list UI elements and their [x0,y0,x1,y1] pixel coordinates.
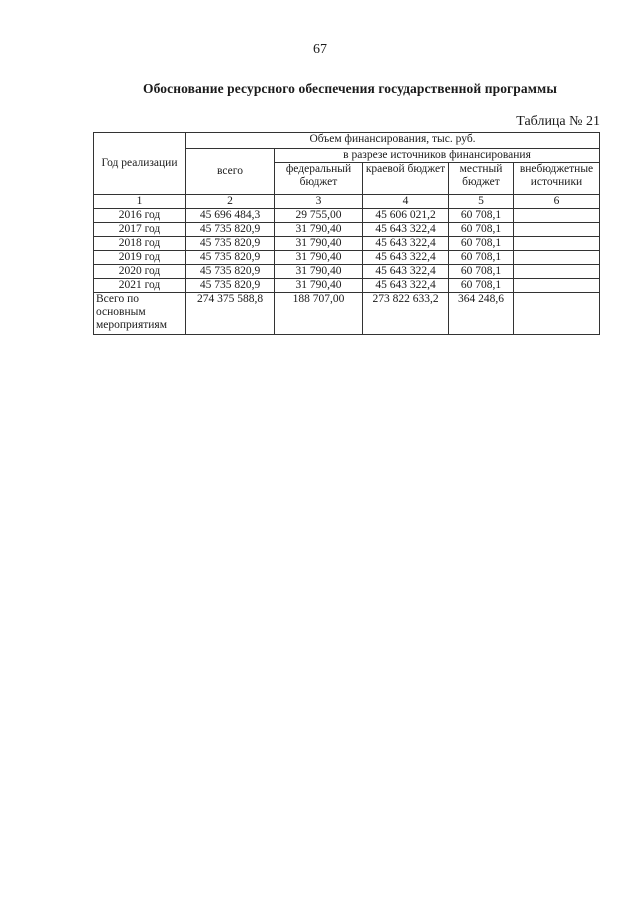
header-funding-group: Объем финансирования, тыс. руб. [186,133,600,149]
cell-total: 45 735 820,9 [186,223,275,237]
column-number-row [94,195,600,209]
total-local: 364 248,6 [449,293,514,335]
cell-total: 45 696 484,3 [186,209,275,223]
header-federal: федеральный бюджет [275,163,363,195]
cell-federal: 31 790,40 [275,223,363,237]
cell-federal: 29 755,00 [275,209,363,223]
table-row [94,237,600,251]
cell-regional: 45 643 322,4 [363,237,449,251]
cell-regional: 45 643 322,4 [363,251,449,265]
table-row [94,279,600,293]
cell-federal: 31 790,40 [275,279,363,293]
cell-local: 60 708,1 [449,209,514,223]
cell-total: 45 735 820,9 [186,265,275,279]
cell-federal: 31 790,40 [275,251,363,265]
column-number: 6 [514,195,600,209]
header-row-1 [94,133,600,149]
total-label: Всего по основным мероприятиям [94,293,186,335]
table-row [94,223,600,237]
cell-offbudget [514,223,600,237]
header-local: местный бюджет [449,163,514,195]
total-sum: 274 375 588,8 [186,293,275,335]
cell-year: 2016 год [94,209,186,223]
header-total: всего [186,149,275,195]
cell-offbudget [514,279,600,293]
section-heading: Обоснование ресурсного обеспечения государственной программы [143,81,557,96]
funding-table [93,132,600,335]
cell-federal: 31 790,40 [275,265,363,279]
total-federal: 188 707,00 [275,293,363,335]
cell-federal: 31 790,40 [275,237,363,251]
cell-year: 2018 год [94,237,186,251]
cell-year: 2017 год [94,223,186,237]
header-offbudget: внебюджетные источники [514,163,600,195]
cell-regional: 45 643 322,4 [363,279,449,293]
total-offbudget [514,293,600,335]
cell-regional: 45 606 021,2 [363,209,449,223]
column-number: 3 [275,195,363,209]
cell-total: 45 735 820,9 [186,279,275,293]
table-row [94,265,600,279]
cell-offbudget [514,237,600,251]
column-number: 4 [363,195,449,209]
total-row [94,293,600,335]
total-regional: 273 822 633,2 [363,293,449,335]
header-sources-group: в разрезе источников финансирования [275,149,600,163]
cell-regional: 45 643 322,4 [363,265,449,279]
cell-local: 60 708,1 [449,251,514,265]
table-row [94,209,600,223]
cell-total: 45 735 820,9 [186,237,275,251]
cell-offbudget [514,251,600,265]
page-number: 67 [313,42,327,57]
cell-year: 2020 год [94,265,186,279]
column-number: 1 [94,195,186,209]
cell-year: 2019 год [94,251,186,265]
cell-offbudget [514,209,600,223]
column-number: 2 [186,195,275,209]
cell-regional: 45 643 322,4 [363,223,449,237]
cell-offbudget [514,265,600,279]
cell-local: 60 708,1 [449,237,514,251]
cell-year: 2021 год [94,279,186,293]
table-row [94,251,600,265]
cell-local: 60 708,1 [449,223,514,237]
table-label: Таблица № 21 [516,114,600,129]
header-year: Год реализации [94,133,186,195]
cell-local: 60 708,1 [449,279,514,293]
cell-local: 60 708,1 [449,265,514,279]
header-regional: краевой бюджет [363,163,449,195]
column-number: 5 [449,195,514,209]
cell-total: 45 735 820,9 [186,251,275,265]
